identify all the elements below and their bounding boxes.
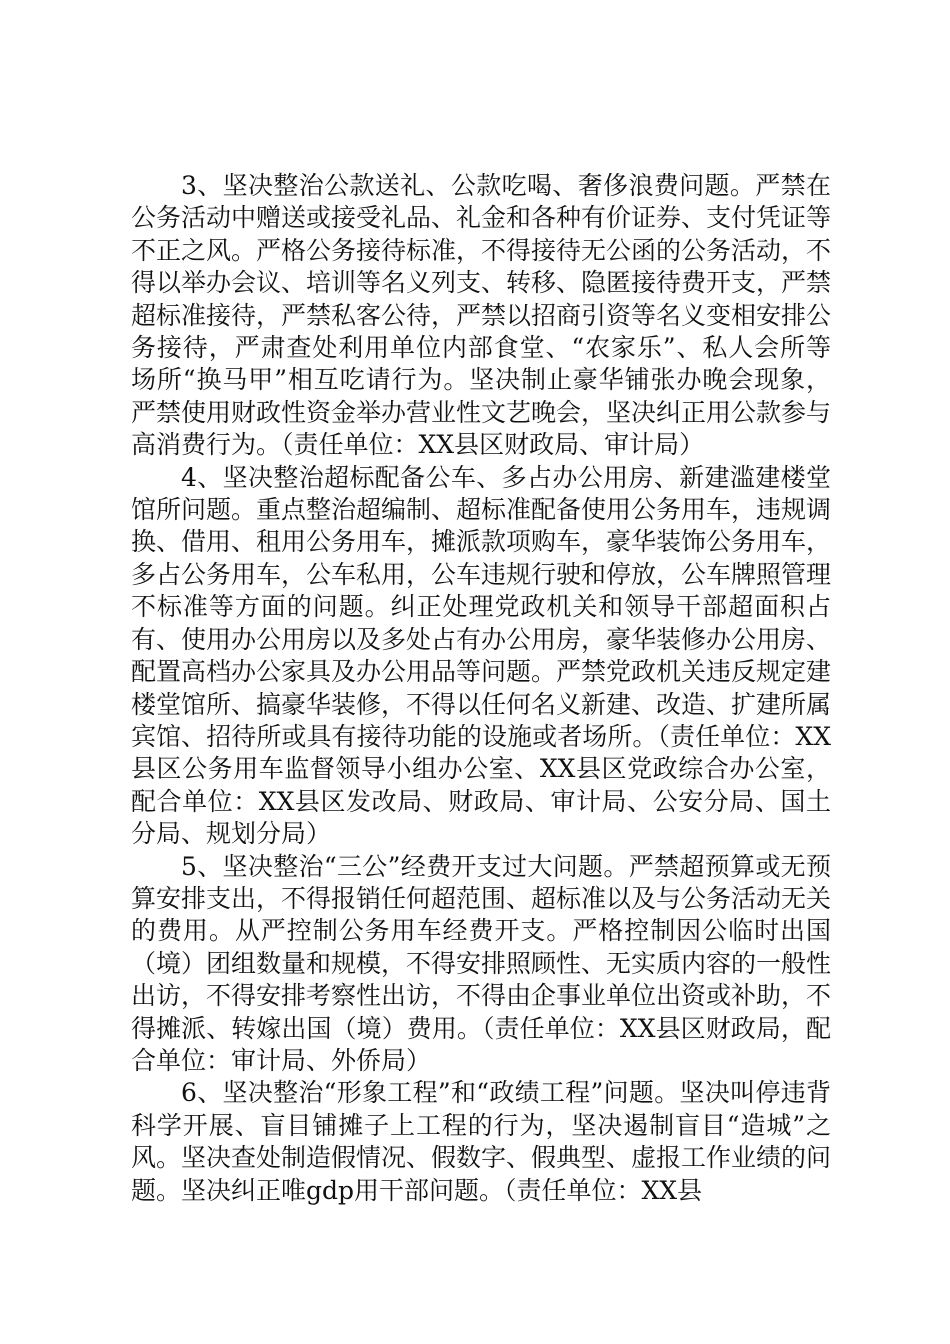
- paragraph-item-5: 5、坚决整治“三公”经费开支过大问题。严禁超预算或无预算安排支出，不得报销任何超范围、超标准以及与公务活动无关的费用。从严控制公务用车经费开支。严格控制因公临时出国（境）团组数量和规模，不得安排照顾性、无实质内容的一般性出访，不得安排考察性出访，不得由企事业单位出资或补助，不得摊派、转嫁出国（境）费用。（责任单位：XX县区财政局，配合单位：审计局、外侨局）: [131, 851, 832, 1075]
- paragraph-item-6: 6、坚决整治“形象工程”和“政绩工程”问题。坚决叫停违背科学开展、盲目铺摊子上工程的行为，坚决遏制盲目“造城”之风。坚决查处制造假情况、假数字、假典型、虚报工作业绩的问题。坚决纠正唯gdp用干部问题。（责任单位：XX县: [131, 1078, 832, 1205]
- document-body: [131, 170, 831, 1207]
- paragraph-item-3: 3、坚决整治公款送礼、公款吃喝、奢侈浪费问题。严禁在公务活动中赠送或接受礼品、礼金和各种有价证券、支付凭证等不正之风。严格公务接待标准，不得接待无公函的公务活动，不得以举办会议、培训等名义列支、转移、隐匿接待费开支，严禁超标准接待，严禁私客公待，严禁以招商引资等名义变相安排公务接待，严肃查处利用单位内部食堂、“农家乐”、私人会所等场所“换马甲”相互吃请行为。坚决制止豪华铺张办晚会现象，严禁使用财政性资金举办营业性文艺晚会，坚决纠正用公款参与高消费行为。（责任单位：XX县区财政局、审计局）: [131, 171, 832, 460]
- paragraph-item-4: 4、坚决整治超标配备公车、多占办公用房、新建滥建楼堂馆所问题。重点整治超编制、超标准配备使用公务用车，违规调换、借用、租用公务用车，摊派款项购车，豪华装饰公务用车，多占公务用车，公车私用，公车违规行驶和停放，公车牌照管理不标准等方面的问题。纠正处理党政机关和领导干部超面积占有、使用办公用房以及多处占有办公用房，豪华装修办公用房、配置高档办公家具及办公用品等问题。严禁党政机关违反规定建楼堂馆所、搞豪华装修，不得以任何名义新建、改造、扩建所属宾馆、招待所或具有接待功能的设施或者场所。（责任单位：XX县区公务用车监督领导小组办公室、XX县区党政综合办公室，配合单位：XX县区发改局、财政局、审计局、公安分局、国土分局、规划分局）: [131, 462, 832, 849]
